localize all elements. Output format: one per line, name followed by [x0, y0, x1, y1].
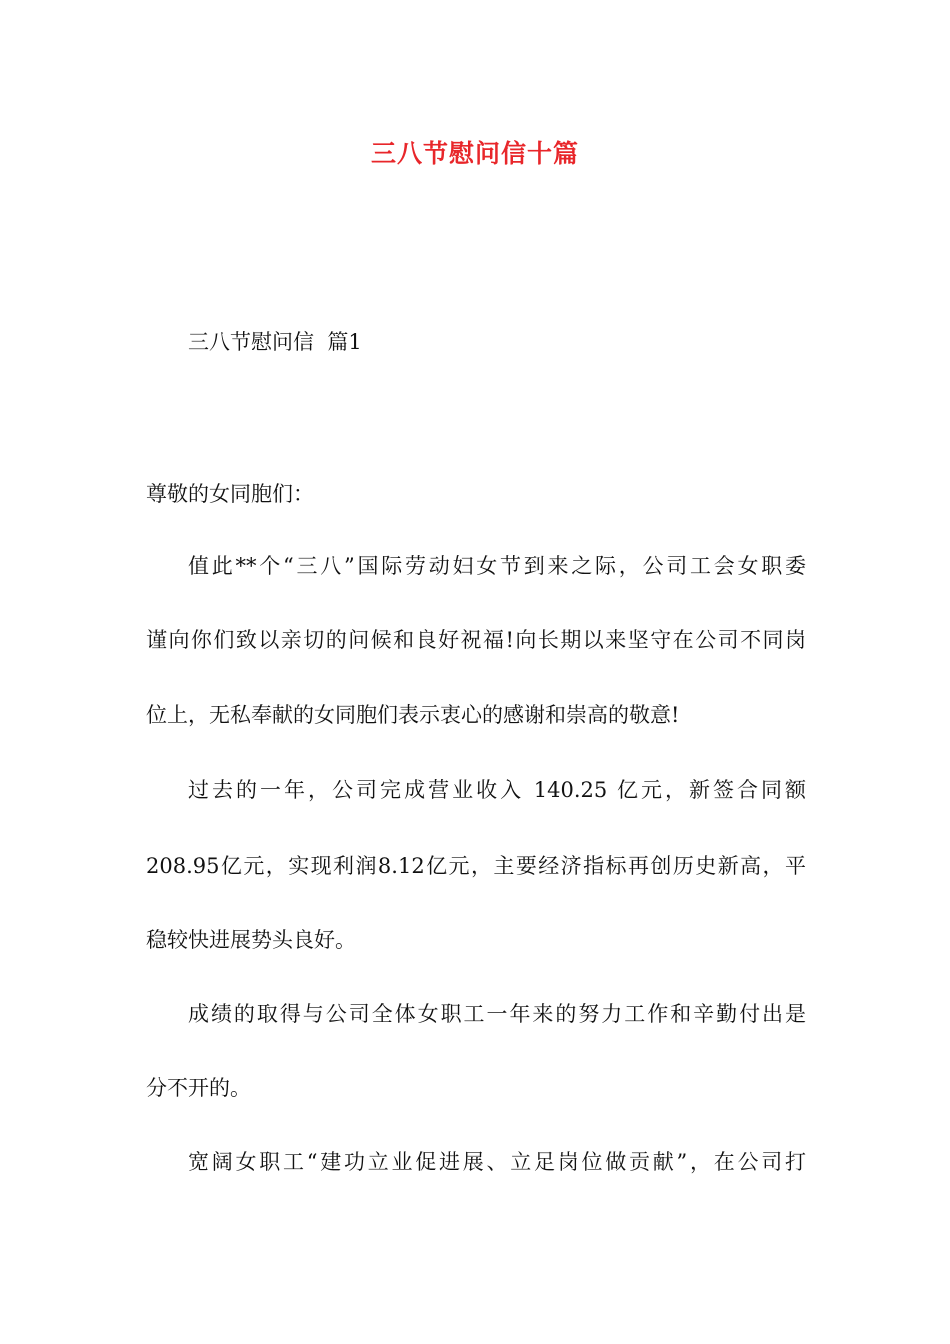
body-line: 位上，无私奉献的女同胞们表示衷心的感谢和崇高的敬意!	[146, 703, 680, 727]
body-line: 宽阔女职工“建功立业促进展、立足岗位做贡献”，在公司打	[188, 1150, 806, 1174]
body-line: 稳较快进展势头良好。	[146, 928, 356, 952]
section-heading: 三八节慰问信 篇1	[188, 330, 362, 354]
body-line: 值此**个“三八”国际劳动妇女节到来之际，公司工会女职委	[188, 554, 806, 578]
document-title: 三八节慰问信十篇	[370, 139, 579, 168]
salutation: 尊敬的女同胞们：	[146, 482, 314, 506]
body-line: 谨向你们致以亲切的问候和良好祝福!向长期以来坚守在公司不同岗	[146, 628, 806, 652]
body-line: 成绩的取得与公司全体女职工一年来的努力工作和辛勤付出是	[188, 1002, 806, 1026]
body-line: 208.95亿元，实现利润8.12亿元，主要经济指标再创历史新高，平	[146, 854, 806, 878]
body-line: 过去的一年，公司完成营业收入 140.25 亿元，新签合同额	[188, 778, 806, 802]
body-line: 分不开的。	[146, 1076, 251, 1100]
